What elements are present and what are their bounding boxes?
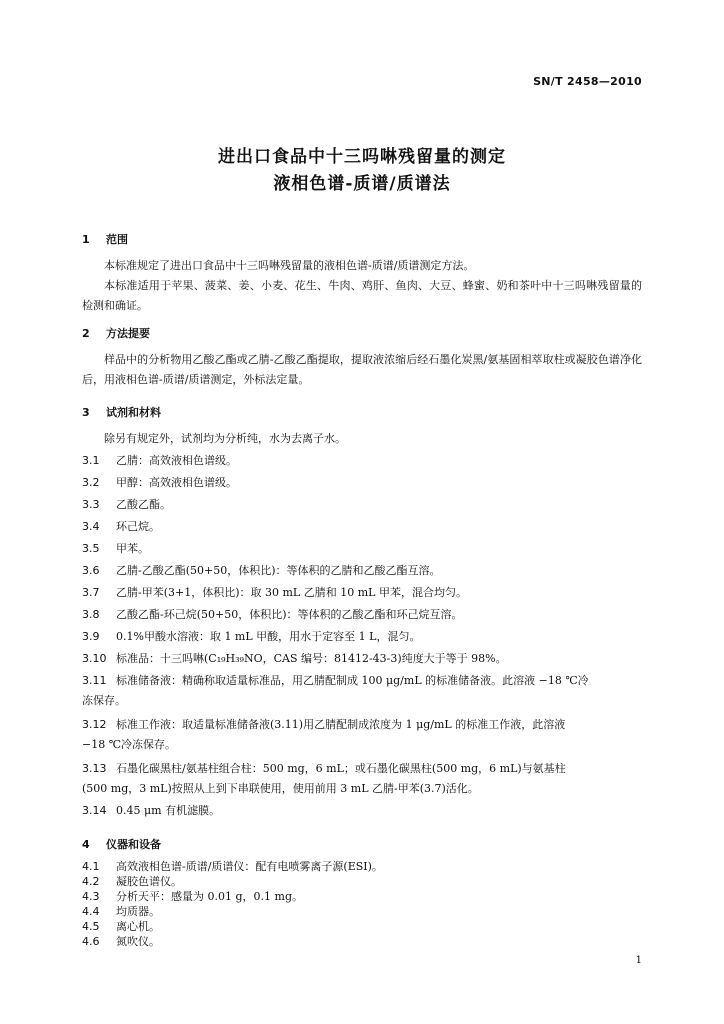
item-text: 标准品：十三吗啉(C₁₉H₃₉NO，CAS 编号：81412-43-3)纯度大于等于 98%。 <box>116 652 507 665</box>
item-text: 甲苯。 <box>116 542 149 555</box>
item-text: 乙腈-甲苯(3+1，体积比)：取 30 mL 乙腈和 10 mL 甲苯，混合均匀。 <box>116 586 467 599</box>
item-text: 高效液相色谱-质谱/质谱仪：配有电喷雾离子源(ESI)。 <box>116 860 383 873</box>
item-number: 3.6 <box>82 564 100 577</box>
paragraph: 本标准适用于苹果、菠菜、姜、小麦、花生、牛肉、鸡肝、鱼肉、大豆、蜂蜜、奶和茶叶中十三吗啉残留量的检测和确证。 <box>82 279 642 312</box>
list-item <box>82 760 566 776</box>
item-number: 4.6 <box>82 935 100 948</box>
section-number: 3 <box>82 406 90 419</box>
list-item <box>82 496 171 512</box>
item-number: 3.13 <box>82 762 107 775</box>
list-item <box>82 584 467 600</box>
item-number: 3.2 <box>82 476 100 489</box>
list-item <box>82 716 565 732</box>
item-number: 4.2 <box>82 875 100 888</box>
item-number: 4.5 <box>82 920 100 933</box>
item-number: 3.1 <box>82 454 100 467</box>
section-heading-2 <box>82 325 150 341</box>
page-number: 1 <box>635 955 642 966</box>
list-item <box>82 858 383 874</box>
section-title: 仪器和设备 <box>106 838 161 851</box>
list-item <box>82 873 182 889</box>
item-text: 凝胶色谱仪。 <box>116 875 182 888</box>
item-number: 3.8 <box>82 608 100 621</box>
paragraph: 本标准规定了进出口食品中十三吗啉残留量的液相色谱-质谱/质谱测定方法。 <box>104 259 475 272</box>
section-number: 4 <box>82 838 90 851</box>
list-item <box>82 540 149 556</box>
item-text: 氮吹仪。 <box>116 935 160 948</box>
item-number: 3.4 <box>82 520 100 533</box>
item-text: 0.45 μm 有机滤膜。 <box>116 804 221 817</box>
list-item <box>82 452 237 468</box>
section-title: 试剂和材料 <box>106 406 161 419</box>
list-item <box>82 606 463 622</box>
item-number: 3.5 <box>82 542 100 555</box>
item-number: 3.11 <box>82 674 107 687</box>
list-item <box>82 672 589 688</box>
item-text: 乙腈：高效液相色谱级。 <box>116 454 237 467</box>
item-text: 乙酸乙酯。 <box>116 498 171 511</box>
standard-code: SN/T 2458—2010 <box>533 75 642 88</box>
item-continuation: (500 mg，3 mL)按照从上到下串联使用，使用前用 3 mL 乙腈-甲苯(3.7)活化。 <box>82 782 479 795</box>
section-heading-1 <box>82 231 128 247</box>
list-item <box>82 650 507 666</box>
item-text: 0.1%甲酸水溶液：取 1 mL 甲酸，用水于定容至 1 L，混匀。 <box>116 630 421 643</box>
document-title-line2: 液相色谱-质谱/质谱法 <box>273 174 451 194</box>
list-item <box>82 933 160 949</box>
document-title-line1: 进出口食品中十三吗啉残留量的测定 <box>218 147 506 167</box>
section-heading-3 <box>82 404 161 420</box>
item-number: 3.14 <box>82 804 107 817</box>
item-text: 乙酸乙酯-环己烷(50+50，体积比)：等体积的乙酸乙酯和环己烷互溶。 <box>116 608 463 621</box>
section-title: 范围 <box>106 233 128 246</box>
item-text: 乙腈-乙酸乙酯(50+50，体积比)：等体积的乙腈和乙酸乙酯互溶。 <box>116 564 441 577</box>
section-heading-4 <box>82 836 161 852</box>
item-number: 3.10 <box>82 652 107 665</box>
item-text: 石墨化碳黑柱/氨基柱组合柱：500 mg，6 mL；或石墨化碳黑柱(500 mg，6 mL)与氨基柱 <box>116 762 566 775</box>
list-item <box>82 903 160 919</box>
item-continuation: −18 ℃冷冻保存。 <box>82 738 177 751</box>
item-number: 3.3 <box>82 498 100 511</box>
item-text: 均质器。 <box>116 905 160 918</box>
list-item <box>82 518 160 534</box>
item-number: 4.3 <box>82 890 100 903</box>
section-number: 2 <box>82 327 90 340</box>
item-text: 离心机。 <box>116 920 160 933</box>
paragraph: 除另有规定外，试剂均为分析纯，水为去离子水。 <box>104 432 346 445</box>
list-item <box>82 474 237 490</box>
list-item <box>82 888 303 904</box>
item-text: 甲醇：高效液相色谱级。 <box>116 476 237 489</box>
item-number: 3.9 <box>82 630 100 643</box>
item-number: 4.1 <box>82 860 100 873</box>
item-number: 3.12 <box>82 718 107 731</box>
paragraph: 样品中的分析物用乙酸乙酯或乙腈-乙酸乙酯提取，提取液浓缩后经石墨化炭黑/氨基固相萃取柱或凝胶色谱净化后，用液相色谱-质谱/质谱测定，外标法定量。 <box>82 353 642 386</box>
list-item <box>82 802 220 818</box>
list-item <box>82 562 441 578</box>
item-text: 分析天平：感量为 0.01 g，0.1 mg。 <box>116 890 303 903</box>
item-text: 环己烷。 <box>116 520 160 533</box>
section-title: 方法提要 <box>106 327 150 340</box>
section-number: 1 <box>82 233 90 246</box>
item-number: 3.7 <box>82 586 100 599</box>
list-item <box>82 628 420 644</box>
item-number: 4.4 <box>82 905 100 918</box>
list-item <box>82 918 160 934</box>
item-continuation: 冻保存。 <box>82 694 126 707</box>
item-text: 标准储备液：精确称取适量标准品，用乙腈配制成 100 μg/mL 的标准储备液。此溶液 −18 ℃冷 <box>116 674 589 687</box>
item-text: 标准工作液：取适量标准储备液(3.11)用乙腈配制成浓度为 1 μg/mL 的标准工作液，此溶液 <box>116 718 566 731</box>
